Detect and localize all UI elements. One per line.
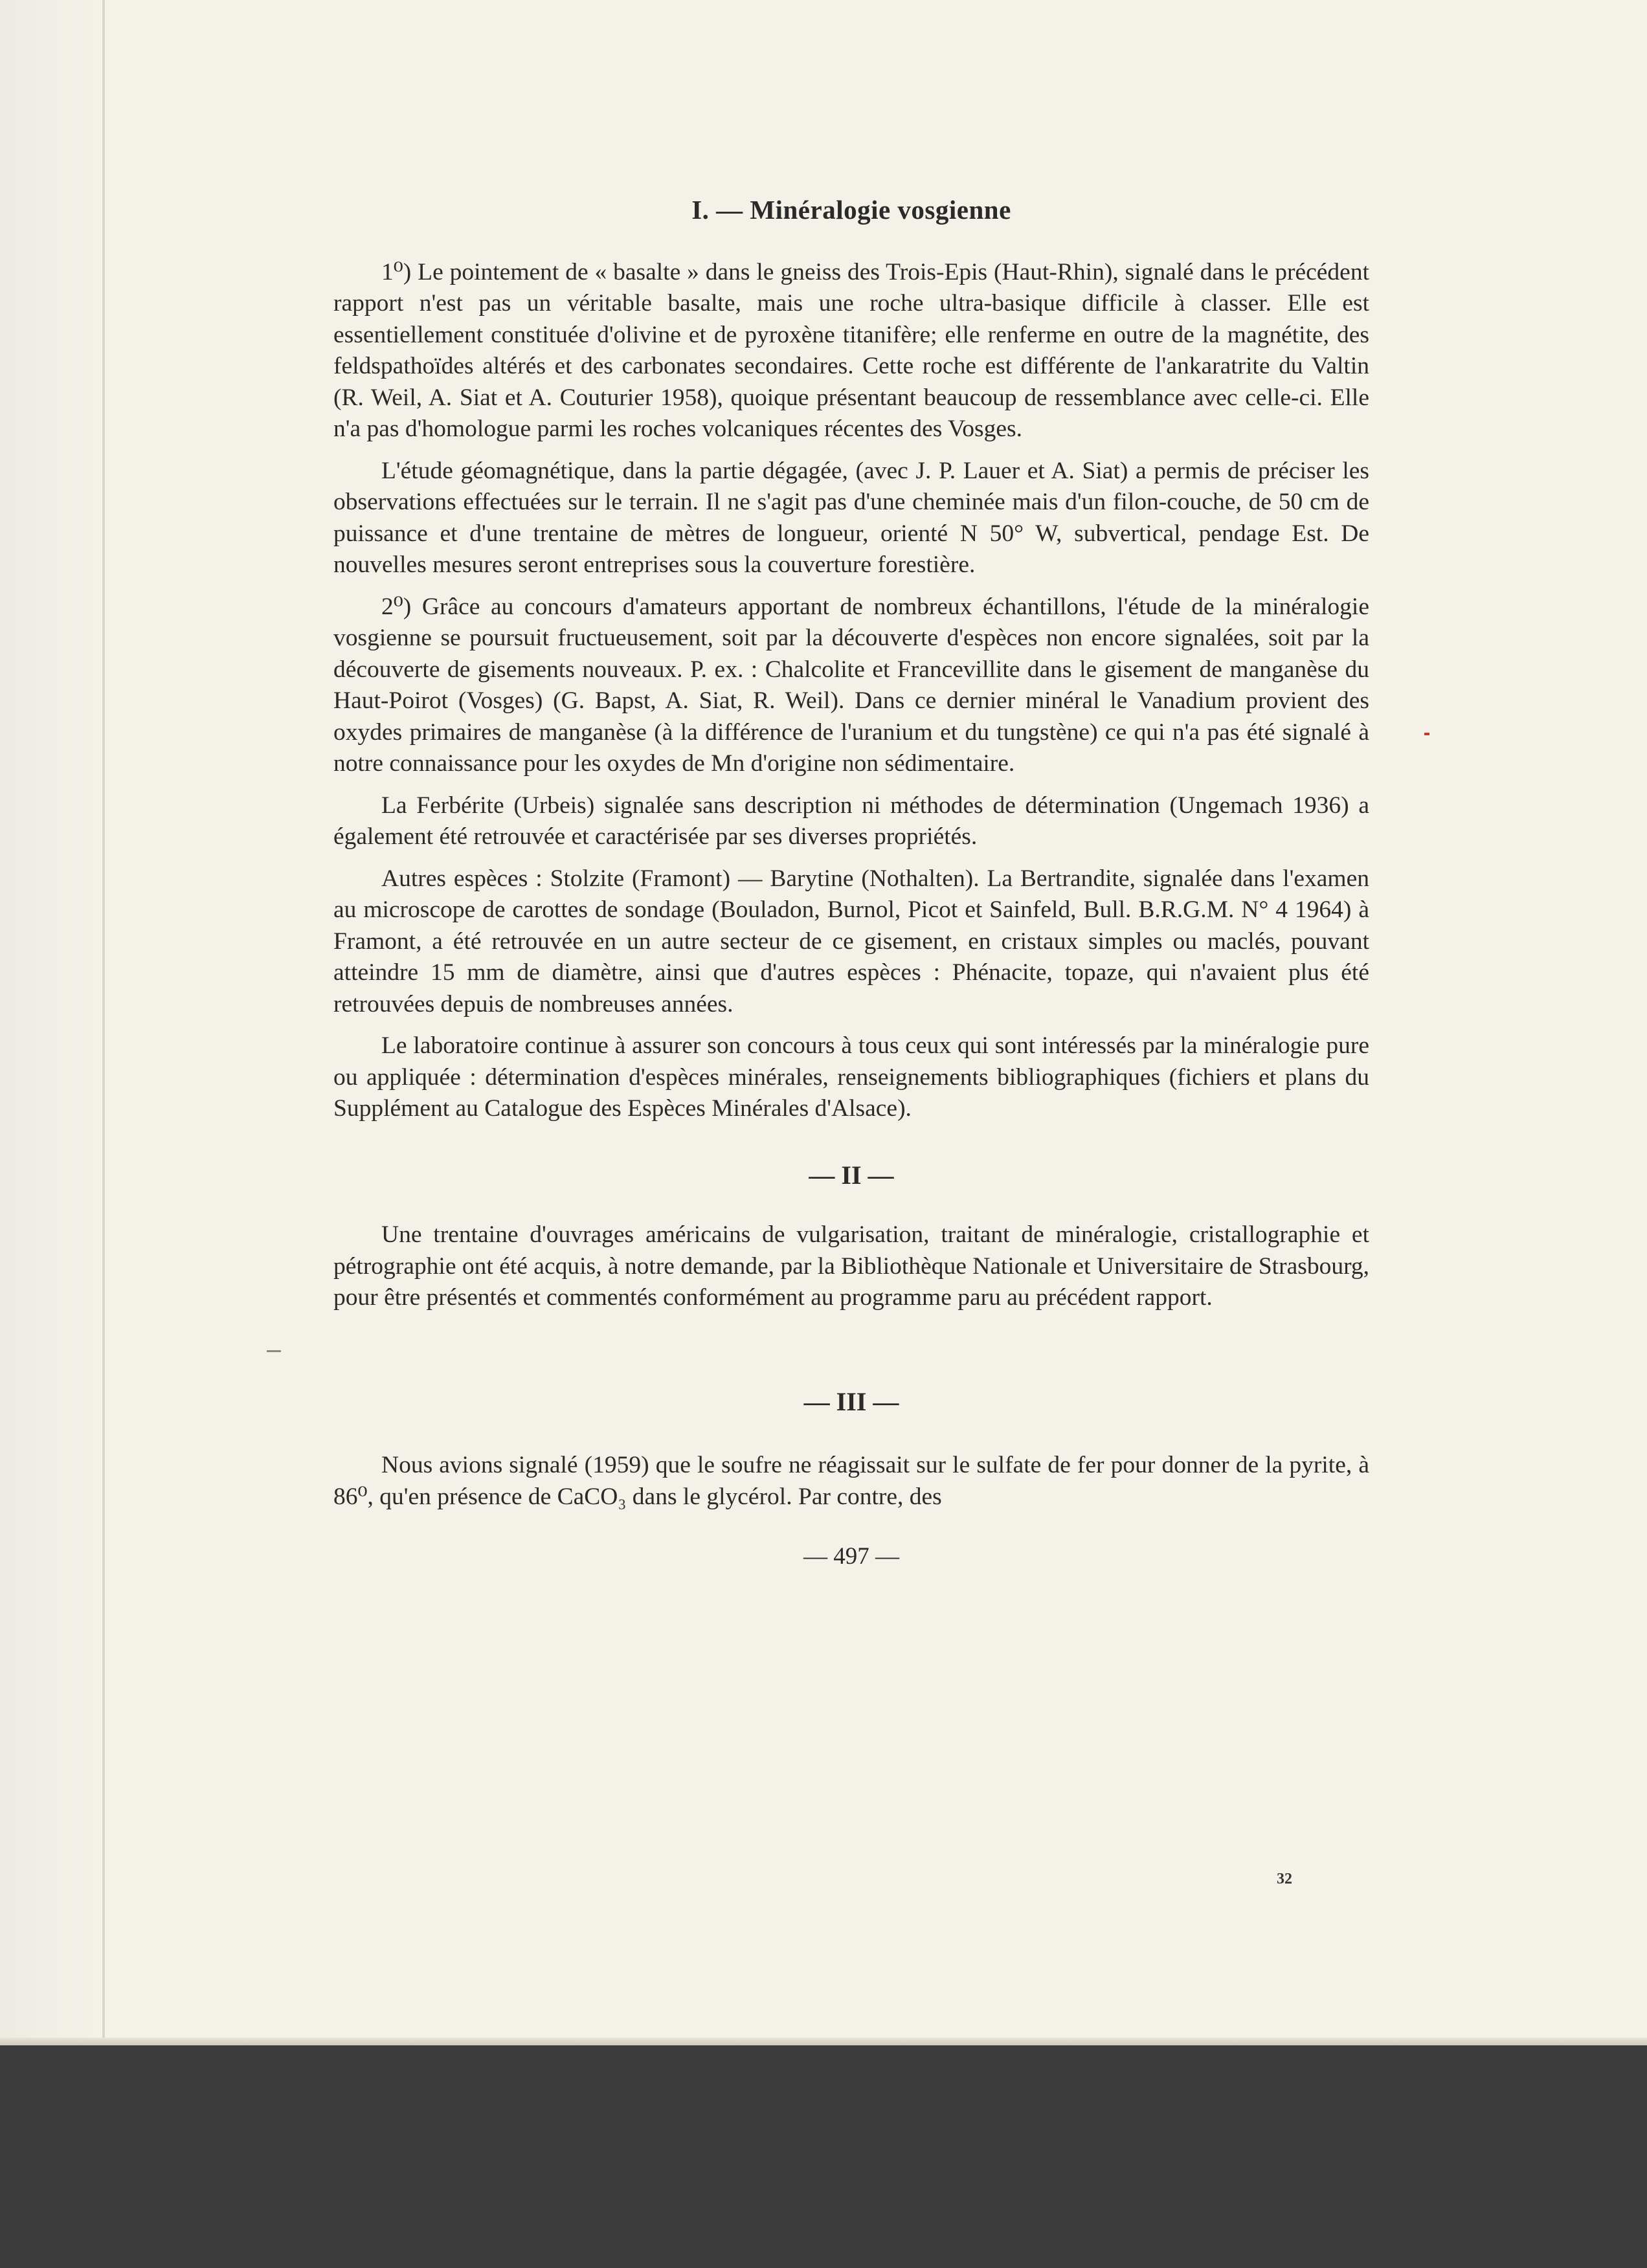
section-1-paragraph: 2⁰) Grâce au concours d'amateurs apportant de nombreux échantillons, l'étude de la minéralogie vosgienne se poursuit fructueusement, soit par la découverte d'espèces non encore signalées, soit par la découverte de gisements nouveaux. P. ex. : Chalcolite et Francevillite dans le gisement de manganèse du Haut-Poirot (Vosges) (G. Bapst, A. Siat, R. Weil). Dans ce dernier minéral le Vanadium provient des oxydes primaires de manganèse (à la différence de l'uranium et du tungstène) ce qui n'a pas été signalé à notre connaissance pour les oxydes de Mn d'origine non sédimentaire.: [333, 593, 1369, 777]
article-body: [333, 194, 1369, 1573]
section-1-paragraph: Le laboratoire continue à assurer son concours à tous ceux qui sont intéressés par la minéralogie pure ou appliquée : détermination d'espèces minérales, renseignements bibliographiques (fichiers et plans du Supplément au Catalogue des Espèces Minérales d'Alsace).: [333, 1032, 1369, 1122]
section-1-paragraph: 1⁰) Le pointement de « basalte » dans le gneiss des Trois-Epis (Haut-Rhin), signalé dans le précédent rapport n'est pas un véritable basalte, mais une roche ultra-basique difficile à classer. Elle est essentiellement constituée d'olivine et de pyroxène titanifère; elle renferme en outre de la magnétite, des feldspathoïdes altérés et des carbonates secondaires. Cette roche est différente de l'ankaratrite du Valtin (R. Weil, A. Siat et A. Couturier 1958), quoique présentant beaucoup de ressemblance avec celle-ci. Elle n'a pas d'homologue parmi les roches volcaniques récentes des Vosges.: [333, 258, 1369, 442]
section-3-heading: — III —: [803, 1386, 899, 1416]
page-gutter-line: [102, 0, 105, 2045]
margin-red-mark: [1424, 733, 1429, 735]
signature-mark: 32: [1277, 1871, 1292, 1887]
section-2-paragraph: Une trentaine d'ouvrages américains de vulgarisation, traitant de minéralogie, cristallographie et pétrographie ont été acquis, à notre demande, par la Bibliothèque Nationale et Universitaire de Strasbourg, pour être présentés et commentés conformément au programme paru au précédent rapport.: [333, 1221, 1369, 1311]
margin-mark: [267, 1350, 281, 1352]
section-3-paragraph: Nous avions signalé (1959) que le soufre ne réagissait sur le sulfate de fer pour donner de la pyrite, à 86⁰, qu'en présence de CaCO₃ dans le glycérol. Par contre, des: [333, 1452, 1369, 1510]
section-1-paragraph: L'étude géomagnétique, dans la partie dégagée, (avec J. P. Lauer et A. Siat) a permis de préciser les observations effectuées sur le terrain. Il ne s'agit pas d'une cheminée mais d'un filon-couche, de 50 cm de puissance et d'une trentaine de mètres de longueur, orienté N 50° W, subvertical, pendage Est. De nouvelles mesures seront entreprises sous la couverture forestière.: [333, 457, 1369, 578]
section-1-paragraph: Autres espèces : Stolzite (Framont) — Barytine (Nothalten). La Bertrandite, signalée dans l'examen au microscope de carottes de sondage (Bouladon, Burnol, Picot et Sainfeld, Bull. B.R.G.M. N° 4 1964) à Framont, a été retrouvée en un autre secteur de ce gisement, en cristaux simples ou maclés, pouvant atteindre 15 mm de diamètre, ainsi que d'autres espèces : Phénacite, topaze, qui n'avaient plus été retrouvées depuis de nombreuses années.: [333, 865, 1369, 1017]
page-number: — 497 —: [803, 1543, 899, 1570]
page-left-shade: [0, 0, 97, 2045]
section-1-paragraph: La Ferbérite (Urbeis) signalée sans description ni méthodes de détermination (Ungemach 1936) a également été retrouvée et caractérisée par ses diverses propriétés.: [333, 792, 1369, 850]
section-1-heading: I. — Minéralogie vosgienne: [691, 195, 1011, 225]
page-bottom-edge: [0, 2038, 1647, 2045]
section-2-heading: — II —: [809, 1160, 894, 1190]
